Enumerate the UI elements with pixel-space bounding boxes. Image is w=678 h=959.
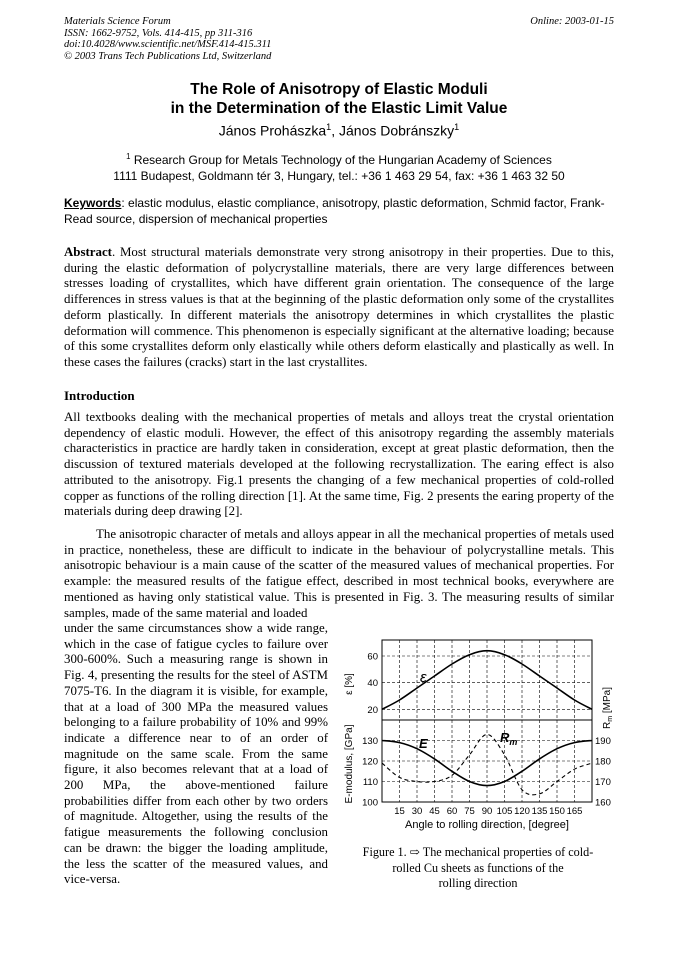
author-separator: ,	[331, 122, 339, 139]
x-tick-label: 165	[566, 806, 583, 817]
keywords-text: : elastic modulus, elastic compliance, anisotropy, plastic deformation, Schmid factor, Frank-Read source, dispersion of mechanical properties	[64, 196, 605, 226]
affiliation-line-1: Research Group for Metals Technology of the Hungarian Academy of Sciences	[130, 153, 552, 167]
title-line-2: in the Determination of the Elastic Limit Value	[170, 100, 508, 117]
x-tick-label: 45	[429, 806, 440, 817]
copyright: © 2003 Trans Tech Publications Ltd, Switzerland	[64, 50, 272, 62]
x-tick-label: 150	[549, 806, 565, 817]
x-tick-label: 75	[464, 806, 475, 817]
y-tick-label-rm: 190	[595, 736, 611, 747]
x-axis-label: Angle to rolling direction, [degree]	[405, 819, 569, 831]
y-label-e-modulus: E-modulus, [GPa]	[344, 724, 355, 804]
author-2: János Dobránszky	[339, 122, 455, 139]
section-heading-introduction: Introduction	[64, 388, 135, 403]
x-tick-label: 120	[514, 806, 530, 817]
x-tick-label: 90	[481, 806, 493, 817]
series-label-rm-sub: m	[509, 737, 518, 747]
caption-line-3: rolling direction	[438, 876, 518, 890]
x-tick-label: 135	[531, 806, 548, 817]
journal-metadata	[64, 16, 271, 62]
y-tick-label-e-modulus: 110	[362, 777, 378, 788]
caption-line-1: Figure 1. ⇨ The mechanical properties of cold-	[362, 845, 594, 859]
title-line-1: The Role of Anisotropy of Elastic Moduli	[190, 81, 488, 98]
doi: doi:10.4028/www.scientific.net/MSF.414-415.311	[64, 39, 272, 50]
y-tick-label-epsilon: 60	[367, 651, 378, 663]
y-tick-label-epsilon: 40	[367, 678, 378, 690]
y-tick-label-rm: 160	[595, 797, 611, 809]
intro-paragraph-2-text: The anisotropic character of metals and alloys appear in all the mechanical properties of metals used in practice, nonetheless, these are difficult to indicate in the behaviour of polycrystalline metals. This anisotropic behaviour is a main cause of the scatter of the measured values of mechanical properties. For example: the measured results of the fatigue effect, described in most technical books, everywhere are mentioned as having only statistical value. This is presented in Fig. 3. The measuring results of similar samples, made of the same material and loaded	[64, 527, 614, 620]
series-label-rm-main: R	[500, 730, 510, 745]
intro-paragraph-1: All textbooks dealing with the mechanical properties of metals and alloys treat the crystal orientation dependency of elastic moduli. However, the effect of this anisotropy regarding the assembly materials characteristics in practice are hardly taken in consideration, except at great plastic deformation, then the discussion of textured materials developed at the following recrystallization. The earing effect is also attributed to the anisotropy. Fig.1 presents the changing of a few mechanical properties of cold-rolled copper as functions of the rolling direction [1]. At the same time, Fig. 2 presents the earing property of the materials during deep drawing [2].	[64, 410, 614, 519]
online-date: Online: 2003-01-15	[530, 16, 614, 27]
paper-title	[0, 80, 678, 118]
y-tick-label-e-modulus: 100	[362, 797, 378, 809]
affiliation-mark: 1	[126, 152, 131, 161]
y-tick-label-e-modulus: 120	[362, 756, 378, 768]
author-1-affil: 1	[326, 122, 332, 132]
y-tick-label-e-modulus: 130	[362, 736, 378, 747]
journal-name: Materials Science Forum	[64, 16, 171, 27]
y-label-rm-main: R	[602, 721, 613, 729]
figure-1-caption	[340, 845, 616, 892]
author-1: János Prohászka	[218, 122, 327, 139]
keywords	[64, 196, 614, 227]
keywords-label: Keywords	[64, 196, 122, 210]
y-label-rm	[602, 687, 614, 729]
y-label-rm-sub: m	[607, 715, 614, 722]
abstract	[64, 245, 614, 371]
x-tick-label: 60	[446, 806, 458, 817]
intro-paragraph-2-continued: under the same circumstances show a wide range, which in the case of fatigue cycles to failure over 300-600%. Such a measuring range is shown in Fig. 4, presenting the results for the steel of ASTM 7075-T6. In the diagram it is visible, for example, that at a load of 300 MPa the measured values belonging to a failure probability of 10% and 99% indicate a difference near to of an order of magnitude on the same scale. From the same figure, it also becomes relevant that at a load of 200 MPa, the above-mentioned failure probabilities differ from each other by two orders of magnitude. Altogether, using the results of the fatigue measurements the following conclusion can be drawn: the bigger the loading amplitude, the less the scatter of the measured values, and vice-versa.	[64, 621, 328, 887]
caption-line-2: rolled Cu sheets as functions of the	[392, 860, 564, 875]
y-tick-label-rm: 180	[595, 756, 611, 768]
abstract-text: . Most structural materials demonstrate very strong anisotropy in their properties. Due to this, during the elastic deformation of polycrystalline materials, there are very large differences between stresses loading of crystallites, which have different grain orientation. The consequence of the large differences in stress values is that at the beginning of the plastic deformation only some of the crystallites deform plastically. In different materials the anisotropy determines in which crystallites the plastic deformation will commence. This phenomenon is especially significant at the alternative loading; because of this some crystallites deform only elastically while others deform elastically and plastically as well. In these cases the failures (cracks) start in the last crystallites.	[64, 245, 614, 369]
figure-1	[340, 632, 616, 832]
series-label-e: E	[419, 736, 428, 751]
x-tick-label: 105	[496, 806, 513, 817]
x-tick-label: 30	[411, 806, 423, 817]
authors	[0, 122, 678, 139]
series-label-epsilon: ε	[420, 669, 427, 686]
abstract-label: Abstract	[64, 245, 112, 259]
y-label-rm-unit: [MPa]	[602, 687, 613, 716]
affiliation	[0, 149, 678, 184]
y-label-epsilon: ε [%]	[344, 673, 355, 695]
y-tick-label-rm: 170	[595, 777, 611, 788]
affiliation-line-2: 1111 Budapest, Goldmann tér 3, Hungary, tel.: +36 1 463 29 54, fax: +36 1 463 32 50	[113, 168, 565, 183]
x-tick-label: 15	[394, 806, 405, 817]
issn: ISSN: 1662-9752, Vols. 414-415, pp 311-316	[64, 27, 253, 39]
y-tick-label-epsilon: 20	[367, 704, 378, 716]
intro-paragraph-2	[64, 527, 614, 621]
figure-1-chart	[340, 632, 616, 832]
author-2-affil: 1	[454, 122, 460, 132]
